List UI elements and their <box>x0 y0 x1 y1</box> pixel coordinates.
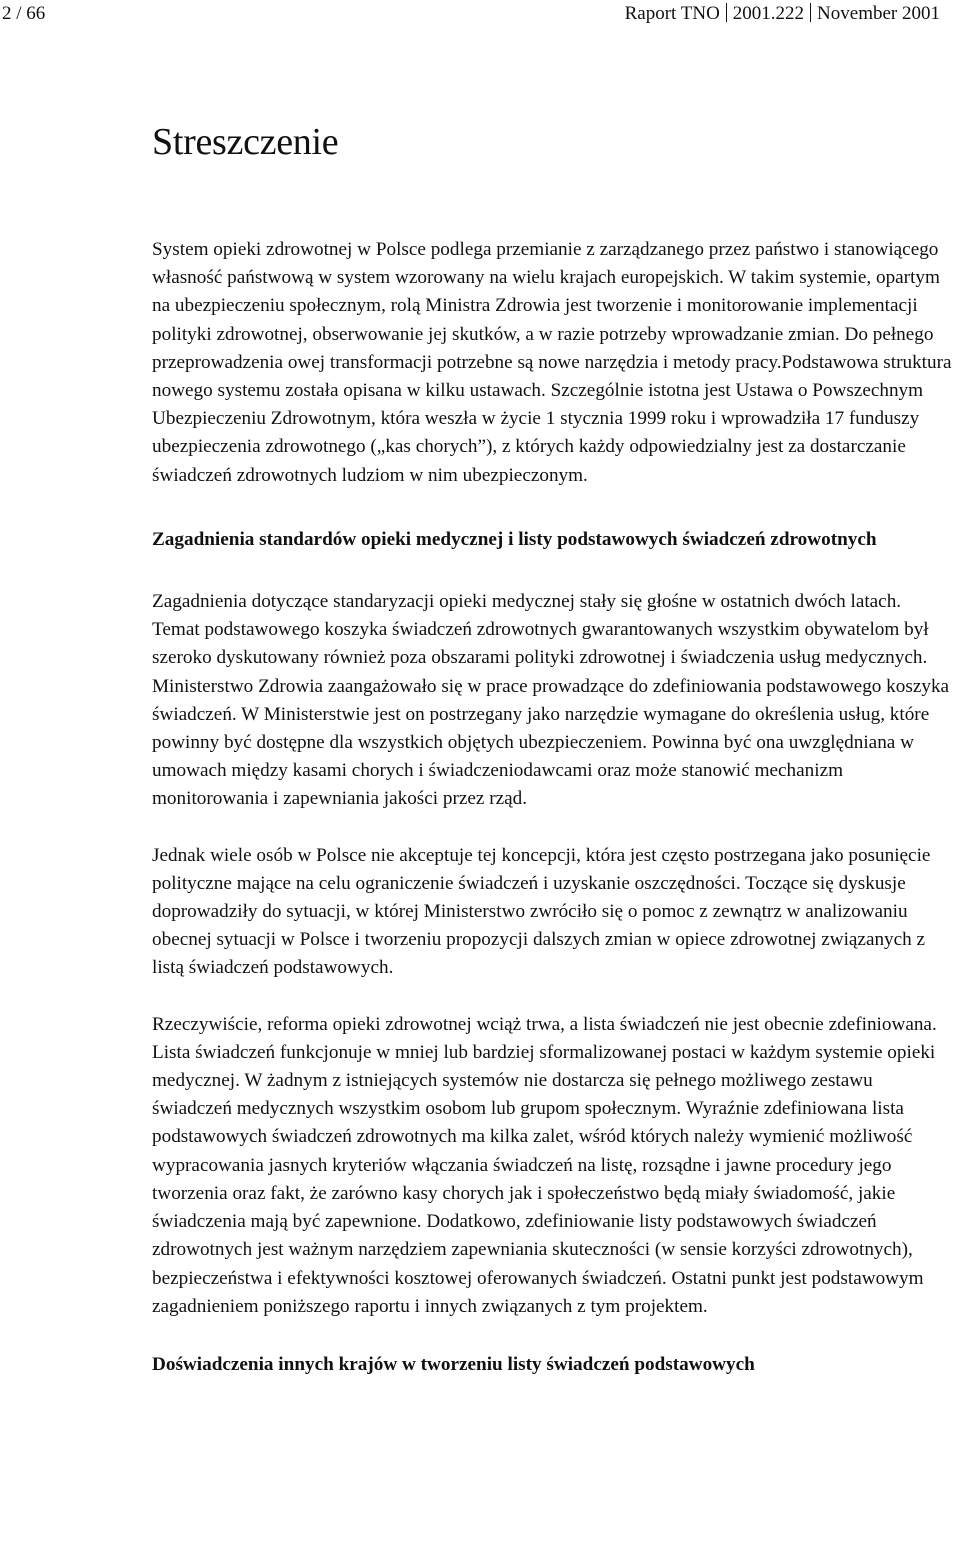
header-separator <box>726 3 727 22</box>
section-heading: Zagadnienia standardów opieki medycznej i listy podstawowych świadczeń zdrowotnych <box>152 528 877 550</box>
report-date: November 2001 <box>817 3 940 24</box>
body-paragraph: Jednak wiele osób w Polsce nie akceptuje tej koncepcji, która jest często postrzegana jako posunięcie polityczne mające na celu ograniczenie świadczeń i uzyskanie oszczędności. Toczące się dyskusje doprowadziły do sytuacji, w której Ministerstwo zwróciło się o pomoc z zewnątrz w analizowaniu obecnej sytuacji w Polsce i tworzeniu propozycji dalszych zmian w opiece zdrowotnej związanych z listą świadczeń podstawowych. <box>152 844 931 979</box>
report-info <box>625 0 940 28</box>
body-paragraph: System opieki zdrowotnej w Polsce podlega przemianie z zarządzanego przez państwo i stanowiącego własność państwową w system wzorowany na wielu krajach europejskich. W takim systemie, opartym na ubezpieczeniu społecznym, rolą Ministra Zdrowia jest tworzenie i monitorowanie implementacji polityki zdrowotnej, obserwowanie jej skutków, a w razie potrzeby wprowadzanie zmian. Do pełnego przeprowadzenia owej transformacji potrzebne są nowe narzędzia i metody pracy.Podstawowa struktura nowego systemu została opisana w kilku ustawach. Szczególnie istotna jest Ustawa o Powszechnym Ubezpieczeniu Zdrowotnym, która weszła w życie 1 stycznia 1999 roku i wprowadziła 17 funduszy ubezpieczenia zdrowotnego („kas chorych”), z których każdy odpowiedzialny jest za dostarczanie świadczeń zdrowotnych ludziom w nim ubezpieczonym. <box>152 239 952 486</box>
page-header <box>0 0 960 28</box>
section-heading: Doświadczenia innych krajów w tworzeniu listy świadczeń podstawowych <box>152 1353 755 1375</box>
page-number: 2 / 66 <box>2 3 46 24</box>
body-paragraph: Rzeczywiście, reforma opieki zdrowotnej wciąż trwa, a lista świadczeń nie jest obecnie zdefiniowana. Lista świadczeń funkcjonuje w mniej lub bardziej sformalizowanej postaci w każdym systemie opieki medycznej. W żadnym z istniejących systemów nie dostarcza się pełnego możliwego zestawu świadczeń medycznych wszystkim osobom lub grupom społecznym. Wyraźnie zdefiniowana lista podstawowych świadczeń zdrowotnych ma kilka zalet, wśród których należy wymienić możliwość wypracowania jasnych kryteriów włączania świadczeń na listę, rozsądne i jawne procedury jego tworzenia oraz fakt, że zarówno kasy chorych jak i społeczeństwo będą miały świadomość, jakie świadczenia mają być zapewnione. Dodatkowo, zdefiniowanie listy podstawowych świadczeń zdrowotnych jest ważnym narzędziem zapewniania skuteczności (w sensie korzyści zdrowotnych), bezpieczeństwa i efektywności kosztowej oferowanych świadczeń. Ostatni punkt jest podstawowym zagadnieniem poniższego raportu i innych związanych z tym projektem. <box>152 1013 937 1317</box>
main-content <box>152 120 952 1379</box>
page-title: Streszczenie <box>152 121 339 163</box>
report-number: 2001.222 <box>732 3 805 24</box>
report-label: Raport TNO <box>624 3 720 24</box>
body-paragraph: Zagadnienia dotyczące standaryzacji opieki medycznej stały się głośne w ostatnich dwóch latach. Temat podstawowego koszyka świadczeń zdrowotnych gwarantowanych wszystkim obywatelom był szeroko dyskutowany również poza obszarami polityki zdrowotnej i świadczenia usług medycznych. Ministerstwo Zdrowia zaangażowało się w prace prowadzące do zdefiniowania podstawowego koszyka świadczeń. W Ministerstwie jest on postrzegany jako narzędzie wymagane do określenia usług, które powinny być dostępne dla wszystkich objętych ubezpieczeniem. Powinna być ona uwzględniana w umowach między kasami chorych i świadczeniodawcami oraz może stanowić mechanizm monitorowania i zapewniania jakości przez rząd. <box>152 591 950 810</box>
header-separator <box>810 3 811 22</box>
